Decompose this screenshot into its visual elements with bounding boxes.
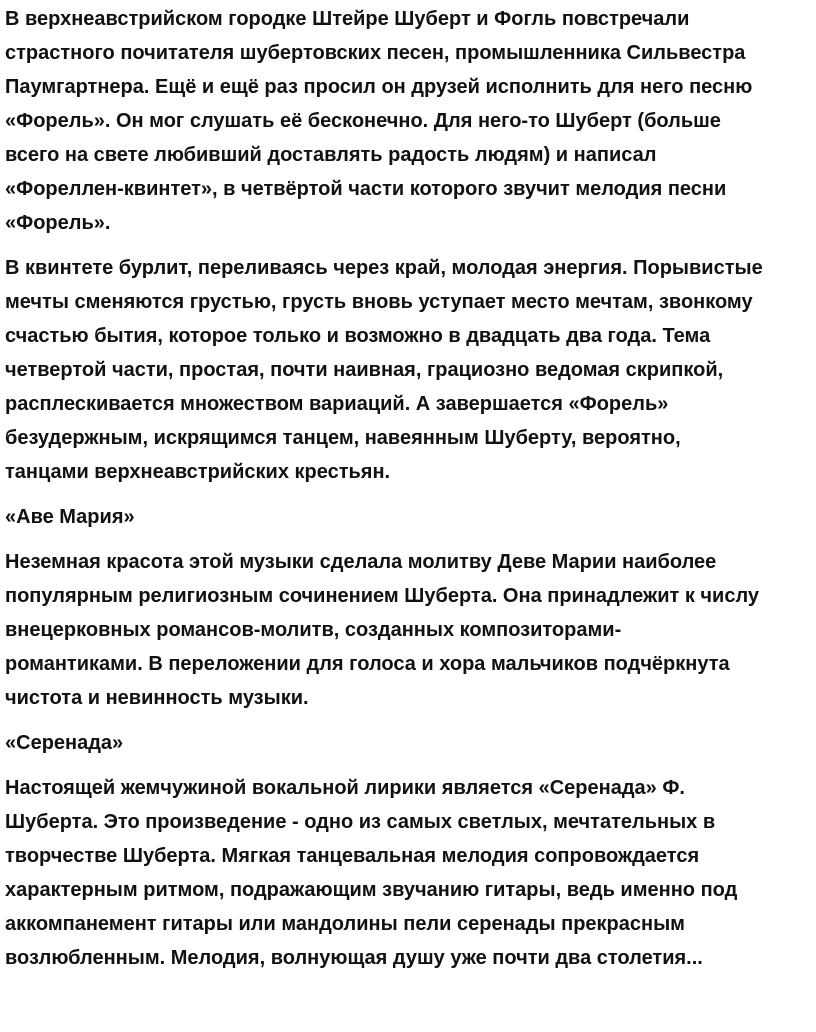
text-line: Шуберта. Это произведение - одно из самых светлых, мечтательных в <box>5 811 716 833</box>
text-line: популярным религиозным сочинением Шуберта. Она принадлежит к числу <box>5 585 760 607</box>
document-page <box>5 2 813 986</box>
text-line: всего на свете любивший доставлять радость людям) и написал <box>5 144 657 166</box>
text-line: расплескивается множеством вариаций. А завершается «Форель» <box>5 393 669 415</box>
text-line: Паумгартнера. Ещё и ещё раз просил он друзей исполнить для него песню <box>5 76 753 98</box>
text-line: четвертой части, простая, почти наивная, грациозно ведомая скрипкой, <box>5 359 724 381</box>
text-line: «Фореллен-квинтет», в четвёртой части которого звучит мелодия песни <box>5 178 727 200</box>
section-title: «Аве Мария» <box>5 506 135 528</box>
paragraph-serenade <box>5 771 813 975</box>
text-line: романтиками. В переложении для голоса и хора мальчиков подчёркнута <box>5 653 730 675</box>
paragraph-quintet-description <box>5 251 813 489</box>
text-line: «Форель». <box>5 212 111 234</box>
text-line: творчестве Шуберта. Мягкая танцевальная мелодия сопровождается <box>5 845 700 867</box>
text-line: счастью бытия, которое только и возможно в двадцать два года. Тема <box>5 325 711 347</box>
text-line: внецерковных романсов-молитв, созданных композиторами- <box>5 619 622 641</box>
text-line: Настоящей жемчужиной вокальной лирики является «Серенада» Ф. <box>5 777 685 799</box>
heading-ave-maria <box>5 500 813 534</box>
paragraph-forellen-quintet-origin <box>5 2 813 240</box>
text-line: аккомпанемент гитары или мандолины пели серенады прекрасным <box>5 913 685 935</box>
text-line: безудержным, искрящимся танцем, навеянным Шуберту, вероятно, <box>5 427 681 449</box>
text-line: танцами верхнеавстрийских крестьян. <box>5 461 391 483</box>
text-line: возлюбленным. Мелодия, волнующая душу уже почти два столетия... <box>5 947 703 969</box>
text-line: Неземная красота этой музыки сделала молитву Деве Марии наиболее <box>5 551 717 573</box>
text-line: мечты сменяются грустью, грусть вновь уступает место мечтам, звонкому <box>5 291 753 313</box>
text-line: В квинтете бурлит, переливаясь через край, молодая энергия. Порывистые <box>5 257 763 279</box>
text-line: характерным ритмом, подражающим звучанию гитары, ведь именно под <box>5 879 738 901</box>
text-line: страстного почитателя шубертовских песен, промышленника Сильвестра <box>5 42 746 64</box>
section-title: «Серенада» <box>5 732 124 754</box>
text-line: «Форель». Он мог слушать её бесконечно. Для него-то Шуберт (больше <box>5 110 721 132</box>
text-line: В верхнеавстрийском городке Штейре Шуберт и Фогль повстречали <box>5 8 690 30</box>
heading-serenade <box>5 726 813 760</box>
text-line: чистота и невинность музыки. <box>5 687 309 709</box>
paragraph-ave-maria <box>5 545 813 715</box>
